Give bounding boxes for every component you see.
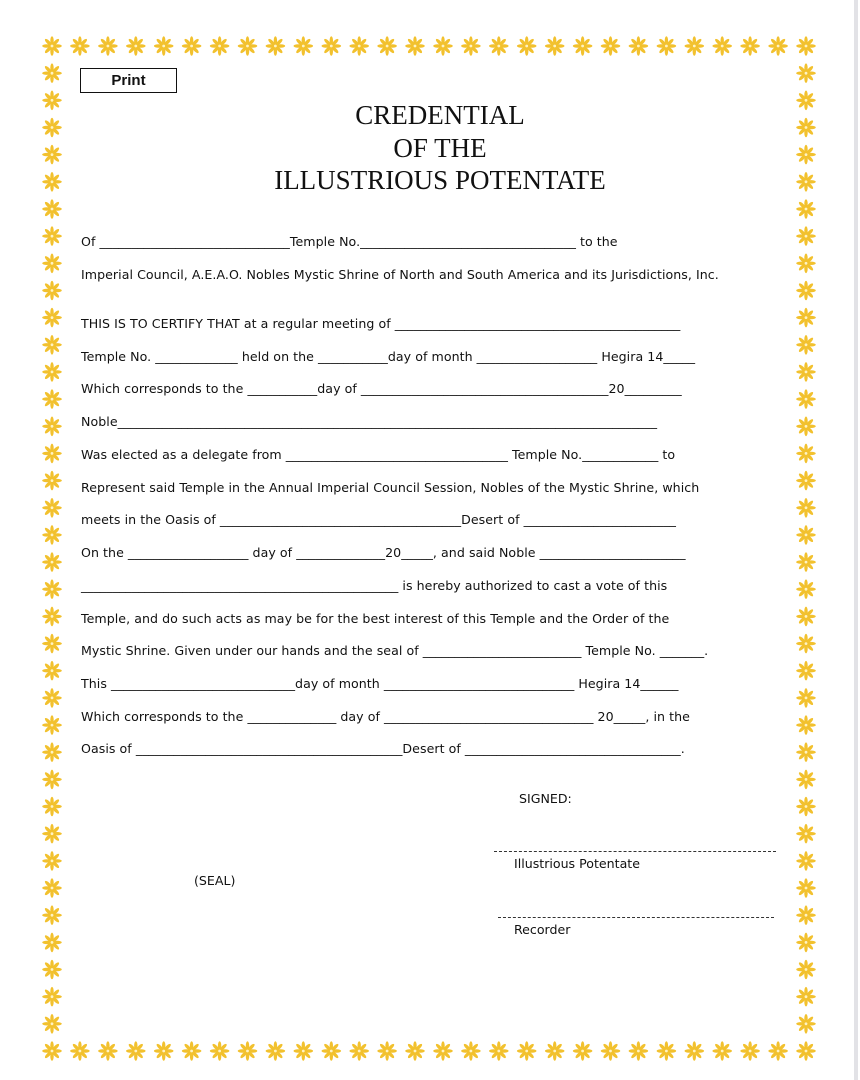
star-icon	[740, 1041, 760, 1061]
star-icon	[42, 1041, 62, 1061]
print-button[interactable]: Print	[80, 68, 177, 93]
star-icon	[42, 688, 62, 708]
star-icon	[796, 715, 816, 735]
star-icon	[796, 607, 816, 627]
star-icon	[796, 770, 816, 790]
star-icon	[98, 1041, 118, 1061]
star-icon	[42, 308, 62, 328]
potentate-signature-line[interactable]	[494, 851, 776, 852]
star-icon	[42, 63, 62, 83]
star-icon	[42, 226, 62, 246]
star-icon	[796, 851, 816, 871]
form-line-represent: Represent said Temple in the Annual Imperial Council Session, Nobles of the Mystic Shrine, which	[81, 480, 700, 495]
star-icon	[42, 797, 62, 817]
star-icon	[42, 905, 62, 925]
star-icon	[42, 91, 62, 111]
star-icon	[796, 1041, 816, 1061]
form-line-authorized[interactable]: __________________________________________________ is hereby authorized to cast a vote of this	[81, 578, 668, 593]
star-icon	[42, 389, 62, 409]
star-icon	[796, 335, 816, 355]
star-icon	[42, 525, 62, 545]
star-icon	[517, 36, 537, 56]
star-icon	[42, 579, 62, 599]
star-icon	[42, 824, 62, 844]
recorder-label: Recorder	[514, 922, 571, 937]
star-icon	[796, 444, 816, 464]
star-icon	[42, 960, 62, 980]
star-icon	[796, 525, 816, 545]
star-icon	[238, 1041, 258, 1061]
star-icon	[349, 1041, 369, 1061]
star-icon	[377, 1041, 397, 1061]
star-icon	[42, 444, 62, 464]
star-icon	[796, 308, 816, 328]
star-icon	[322, 1041, 342, 1061]
scrollbar[interactable]	[854, 0, 858, 1080]
star-icon	[126, 1041, 146, 1061]
star-icon	[796, 933, 816, 953]
page-title	[200, 99, 680, 197]
star-icon	[657, 1041, 677, 1061]
seal-label: (SEAL)	[194, 873, 236, 888]
star-icon	[796, 905, 816, 925]
star-icon	[629, 36, 649, 56]
star-icon	[796, 145, 816, 165]
star-icon	[210, 36, 230, 56]
star-icon	[42, 145, 62, 165]
star-icon	[42, 742, 62, 762]
signed-label: SIGNED:	[519, 791, 572, 806]
star-icon	[42, 770, 62, 790]
star-icon	[796, 1014, 816, 1034]
form-line-corresponds[interactable]: Which corresponds to the ___________day of _______________________________________20_________	[81, 381, 682, 396]
star-icon	[796, 253, 816, 273]
star-icon	[796, 878, 816, 898]
star-icon	[42, 172, 62, 192]
star-icon	[796, 172, 816, 192]
star-icon	[182, 1041, 202, 1061]
star-icon	[796, 824, 816, 844]
title-line-1: CREDENTIAL	[355, 100, 525, 130]
star-icon	[796, 634, 816, 654]
star-icon	[42, 362, 62, 382]
star-icon	[712, 1041, 732, 1061]
star-icon	[796, 389, 816, 409]
star-icon	[322, 36, 342, 56]
star-icon	[796, 118, 816, 138]
star-icon	[517, 1041, 537, 1061]
star-icon	[42, 552, 62, 572]
star-icon	[712, 36, 732, 56]
star-icon	[266, 36, 286, 56]
form-line-of-temple[interactable]: Of ______________________________Temple No.__________________________________ to the	[81, 234, 618, 249]
star-icon	[42, 335, 62, 355]
star-icon	[42, 987, 62, 1007]
star-icon	[796, 960, 816, 980]
star-icon	[489, 36, 509, 56]
form-line-temple-acts: Temple, and do such acts as may be for the best interest of this Temple and the Order of the	[81, 611, 670, 626]
star-icon	[796, 742, 816, 762]
star-icon	[796, 661, 816, 681]
star-icon	[42, 118, 62, 138]
star-icon	[98, 36, 118, 56]
star-icon	[42, 878, 62, 898]
star-icon	[42, 607, 62, 627]
star-icon	[210, 1041, 230, 1061]
star-icon	[768, 36, 788, 56]
star-icon	[601, 1041, 621, 1061]
form-line-held-on[interactable]: Temple No. _____________ held on the ___________day of month ___________________ Hegira 14_____	[81, 349, 696, 364]
star-icon	[768, 1041, 788, 1061]
form-line-oasis-of[interactable]: Oasis of __________________________________________Desert of __________________________________.	[81, 741, 685, 756]
star-icon	[377, 36, 397, 56]
star-icon	[489, 1041, 509, 1061]
star-icon	[657, 36, 677, 56]
star-icon	[238, 36, 258, 56]
star-icon	[740, 36, 760, 56]
title-line-2: OF THE	[393, 132, 487, 163]
star-icon	[349, 36, 369, 56]
star-icon	[126, 36, 146, 56]
form-line-imperial-council: Imperial Council, A.E.A.O. Nobles Mystic Shrine of North and South America and its Jurisdictions, Inc.	[81, 267, 719, 282]
star-icon	[545, 1041, 565, 1061]
star-icon	[70, 36, 90, 56]
form-line-corresponds-2[interactable]: Which corresponds to the ______________ day of _________________________________ 20_____, in the	[81, 709, 690, 724]
star-icon	[796, 281, 816, 301]
star-icon	[573, 36, 593, 56]
star-icon	[433, 36, 453, 56]
title-line-3: ILLUSTRIOUS POTENTATE	[274, 165, 606, 195]
star-icon	[796, 199, 816, 219]
star-icon	[42, 471, 62, 491]
star-icon	[461, 36, 481, 56]
star-icon	[796, 688, 816, 708]
star-icon	[294, 36, 314, 56]
star-icon	[545, 36, 565, 56]
form-line-on-the-day[interactable]: On the ___________________ day of ______________20_____, and said Noble _______________________	[81, 545, 686, 560]
star-icon	[154, 36, 174, 56]
star-icon	[405, 1041, 425, 1061]
star-icon	[433, 1041, 453, 1061]
recorder-signature-line[interactable]	[498, 917, 774, 918]
star-icon	[796, 552, 816, 572]
star-icon	[42, 253, 62, 273]
star-icon	[42, 281, 62, 301]
star-icon	[796, 987, 816, 1007]
star-icon	[601, 36, 621, 56]
potentate-label: Illustrious Potentate	[514, 856, 640, 871]
star-icon	[42, 417, 62, 437]
star-icon	[42, 933, 62, 953]
star-icon	[685, 1041, 705, 1061]
star-icon	[42, 1014, 62, 1034]
star-icon	[796, 63, 816, 83]
star-icon	[796, 91, 816, 111]
star-icon	[796, 797, 816, 817]
star-icon	[629, 1041, 649, 1061]
form-line-seal-of[interactable]: Mystic Shrine. Given under our hands and the seal of _________________________ Temple No. _______.	[81, 643, 709, 658]
star-icon	[42, 36, 62, 56]
star-icon	[796, 226, 816, 246]
star-icon	[70, 1041, 90, 1061]
star-icon	[573, 1041, 593, 1061]
star-icon	[796, 579, 816, 599]
form-line-oasis-desert[interactable]: meets in the Oasis of ______________________________________Desert of ________________________	[81, 512, 676, 527]
star-icon	[796, 417, 816, 437]
star-icon	[42, 199, 62, 219]
form-line-noble[interactable]: Noble_____________________________________________________________________________________	[81, 414, 658, 429]
star-icon	[266, 1041, 286, 1061]
star-icon	[796, 36, 816, 56]
star-icon	[796, 498, 816, 518]
star-icon	[461, 1041, 481, 1061]
star-icon	[154, 1041, 174, 1061]
form-line-certify-meeting[interactable]: THIS IS TO CERTIFY THAT at a regular meeting of _____________________________________________	[81, 316, 681, 331]
star-icon	[294, 1041, 314, 1061]
form-line-elected-delegate[interactable]: Was elected as a delegate from ___________________________________ Temple No.____________ to	[81, 447, 676, 462]
star-icon	[42, 715, 62, 735]
star-icon	[685, 36, 705, 56]
star-icon	[42, 661, 62, 681]
star-icon	[42, 634, 62, 654]
star-icon	[796, 471, 816, 491]
star-icon	[182, 36, 202, 56]
star-icon	[796, 362, 816, 382]
form-line-this-day[interactable]: This _____________________________day of month ______________________________ Hegira 14______	[81, 676, 679, 691]
star-icon	[405, 36, 425, 56]
star-icon	[42, 851, 62, 871]
star-icon	[42, 498, 62, 518]
